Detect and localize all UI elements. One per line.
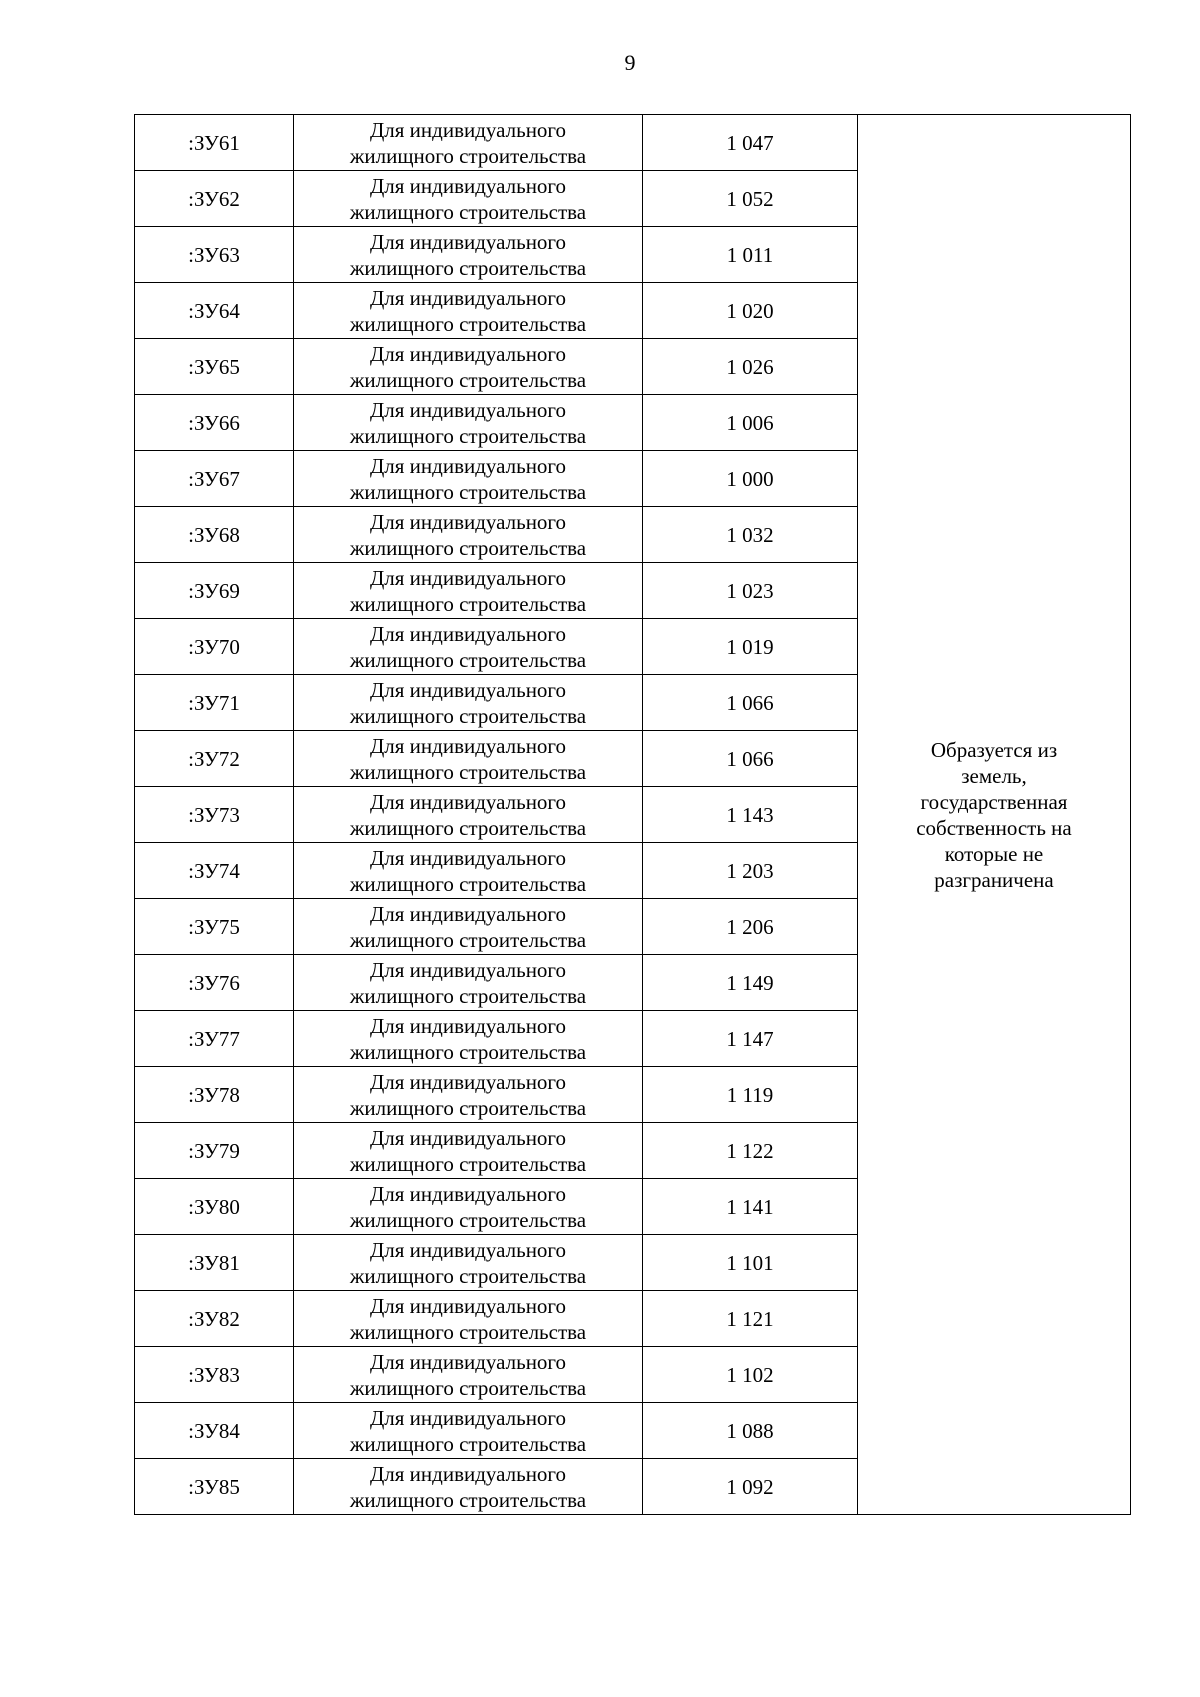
permitted-use-line: Для индивидуального — [369, 1181, 567, 1206]
permitted-use-line: жилищного строительства — [349, 479, 587, 504]
ownership-note-line: государственная — [920, 789, 1068, 814]
permitted-use-line: Для индивидуального — [369, 341, 567, 366]
permitted-use-cell — [294, 339, 643, 395]
permitted-use-line: Для индивидуального — [369, 901, 567, 926]
permitted-use-line: Для индивидуального — [369, 509, 567, 534]
permitted-use-line: Для индивидуального — [369, 453, 567, 478]
land-plots-table — [134, 114, 1131, 1515]
permitted-use-line: жилищного строительства — [349, 1039, 587, 1064]
plot-id-cell: :ЗУ74 — [135, 843, 294, 899]
ownership-note-cell — [858, 115, 1131, 1515]
permitted-use-cell — [294, 563, 643, 619]
permitted-use-line: Для индивидуального — [369, 677, 567, 702]
permitted-use-cell — [294, 843, 643, 899]
permitted-use-line: жилищного строительства — [349, 759, 587, 784]
plot-id-cell: :ЗУ83 — [135, 1347, 294, 1403]
plot-id-cell: :ЗУ65 — [135, 339, 294, 395]
area-cell: 1 143 — [643, 787, 858, 843]
area-cell: 1 122 — [643, 1123, 858, 1179]
plot-id-cell: :ЗУ70 — [135, 619, 294, 675]
permitted-use-cell — [294, 1235, 643, 1291]
permitted-use-cell — [294, 1347, 643, 1403]
permitted-use-line: Для индивидуального — [369, 1461, 567, 1486]
permitted-use-cell — [294, 115, 643, 171]
permitted-use-cell — [294, 283, 643, 339]
area-cell: 1 119 — [643, 1067, 858, 1123]
permitted-use-line: жилищного строительства — [349, 255, 587, 280]
permitted-use-cell — [294, 619, 643, 675]
plot-id-cell: :ЗУ82 — [135, 1291, 294, 1347]
permitted-use-cell — [294, 1011, 643, 1067]
permitted-use-line: жилищного строительства — [349, 647, 587, 672]
plot-id-cell: :ЗУ68 — [135, 507, 294, 563]
permitted-use-line: Для индивидуального — [369, 1069, 567, 1094]
permitted-use-line: жилищного строительства — [349, 1375, 587, 1400]
permitted-use-line: Для индивидуального — [369, 1125, 567, 1150]
permitted-use-line: Для индивидуального — [369, 1405, 567, 1430]
area-cell: 1 023 — [643, 563, 858, 619]
permitted-use-line: жилищного строительства — [349, 1431, 587, 1456]
permitted-use-line: Для индивидуального — [369, 1293, 567, 1318]
area-cell: 1 020 — [643, 283, 858, 339]
permitted-use-cell — [294, 227, 643, 283]
area-cell: 1 047 — [643, 115, 858, 171]
area-cell: 1 121 — [643, 1291, 858, 1347]
area-cell: 1 006 — [643, 395, 858, 451]
area-cell: 1 032 — [643, 507, 858, 563]
area-cell: 1 066 — [643, 675, 858, 731]
plot-id-cell: :ЗУ73 — [135, 787, 294, 843]
permitted-use-line: жилищного строительства — [349, 311, 587, 336]
permitted-use-line: жилищного строительства — [349, 143, 587, 168]
permitted-use-cell — [294, 395, 643, 451]
permitted-use-line: Для индивидуального — [369, 845, 567, 870]
area-cell: 1 026 — [643, 339, 858, 395]
area-cell: 1 101 — [643, 1235, 858, 1291]
plot-id-cell: :ЗУ67 — [135, 451, 294, 507]
ownership-note-line: которые не — [944, 841, 1044, 866]
permitted-use-cell — [294, 171, 643, 227]
permitted-use-line: жилищного строительства — [349, 367, 587, 392]
permitted-use-cell — [294, 1403, 643, 1459]
permitted-use-line: жилищного строительства — [349, 1487, 587, 1512]
permitted-use-line: жилищного строительства — [349, 1095, 587, 1120]
permitted-use-line: жилищного строительства — [349, 927, 587, 952]
permitted-use-line: Для индивидуального — [369, 1013, 567, 1038]
plot-id-cell: :ЗУ69 — [135, 563, 294, 619]
plot-id-cell: :ЗУ79 — [135, 1123, 294, 1179]
plot-id-cell: :ЗУ81 — [135, 1235, 294, 1291]
area-cell: 1 206 — [643, 899, 858, 955]
plot-id-cell: :ЗУ61 — [135, 115, 294, 171]
page-number: 9 — [624, 50, 636, 75]
permitted-use-line: Для индивидуального — [369, 397, 567, 422]
permitted-use-cell — [294, 507, 643, 563]
permitted-use-line: жилищного строительства — [349, 871, 587, 896]
permitted-use-cell — [294, 955, 643, 1011]
permitted-use-cell — [294, 1179, 643, 1235]
permitted-use-line: Для индивидуального — [369, 1349, 567, 1374]
area-cell: 1 149 — [643, 955, 858, 1011]
permitted-use-cell — [294, 1291, 643, 1347]
area-cell: 1 102 — [643, 1347, 858, 1403]
plot-id-cell: :ЗУ72 — [135, 731, 294, 787]
area-cell: 1 019 — [643, 619, 858, 675]
permitted-use-cell — [294, 899, 643, 955]
permitted-use-line: жилищного строительства — [349, 815, 587, 840]
permitted-use-line: Для индивидуального — [369, 1237, 567, 1262]
permitted-use-line: Для индивидуального — [369, 285, 567, 310]
permitted-use-line: жилищного строительства — [349, 1207, 587, 1232]
permitted-use-line: Для индивидуального — [369, 229, 567, 254]
plot-id-cell: :ЗУ77 — [135, 1011, 294, 1067]
area-cell: 1 052 — [643, 171, 858, 227]
permitted-use-line: жилищного строительства — [349, 423, 587, 448]
ownership-note-line: собственность на — [916, 815, 1072, 840]
area-cell: 1 000 — [643, 451, 858, 507]
permitted-use-line: жилищного строительства — [349, 983, 587, 1008]
ownership-note-line: разграничена — [934, 867, 1054, 892]
permitted-use-line: Для индивидуального — [369, 733, 567, 758]
ownership-note-line: земель, — [961, 763, 1027, 788]
plot-id-cell: :ЗУ62 — [135, 171, 294, 227]
permitted-use-line: Для индивидуального — [369, 621, 567, 646]
permitted-use-line: жилищного строительства — [349, 1319, 587, 1344]
plot-id-cell: :ЗУ84 — [135, 1403, 294, 1459]
permitted-use-cell — [294, 1067, 643, 1123]
area-cell: 1 088 — [643, 1403, 858, 1459]
plot-id-cell: :ЗУ76 — [135, 955, 294, 1011]
plot-id-cell: :ЗУ64 — [135, 283, 294, 339]
plot-id-cell: :ЗУ63 — [135, 227, 294, 283]
permitted-use-line: жилищного строительства — [349, 703, 587, 728]
permitted-use-cell — [294, 787, 643, 843]
area-cell: 1 203 — [643, 843, 858, 899]
ownership-note-line: Образуется из — [930, 737, 1058, 762]
permitted-use-line: Для индивидуального — [369, 173, 567, 198]
permitted-use-line: Для индивидуального — [369, 957, 567, 982]
permitted-use-line: жилищного строительства — [349, 1263, 587, 1288]
plot-id-cell: :ЗУ85 — [135, 1459, 294, 1515]
table-row — [135, 115, 1131, 171]
permitted-use-cell — [294, 731, 643, 787]
permitted-use-line: Для индивидуального — [369, 789, 567, 814]
permitted-use-line: Для индивидуального — [369, 117, 567, 142]
permitted-use-line: жилищного строительства — [349, 591, 587, 616]
plot-id-cell: :ЗУ75 — [135, 899, 294, 955]
plot-id-cell: :ЗУ80 — [135, 1179, 294, 1235]
permitted-use-cell — [294, 451, 643, 507]
area-cell: 1 092 — [643, 1459, 858, 1515]
permitted-use-line: жилищного строительства — [349, 535, 587, 560]
permitted-use-cell — [294, 675, 643, 731]
permitted-use-cell — [294, 1459, 643, 1515]
permitted-use-cell — [294, 1123, 643, 1179]
plot-id-cell: :ЗУ66 — [135, 395, 294, 451]
table-body — [135, 115, 1131, 1515]
plot-id-cell: :ЗУ78 — [135, 1067, 294, 1123]
area-cell: 1 011 — [643, 227, 858, 283]
permitted-use-line: Для индивидуального — [369, 565, 567, 590]
area-cell: 1 141 — [643, 1179, 858, 1235]
permitted-use-line: жилищного строительства — [349, 1151, 587, 1176]
area-cell: 1 066 — [643, 731, 858, 787]
area-cell: 1 147 — [643, 1011, 858, 1067]
plot-id-cell: :ЗУ71 — [135, 675, 294, 731]
permitted-use-line: жилищного строительства — [349, 199, 587, 224]
